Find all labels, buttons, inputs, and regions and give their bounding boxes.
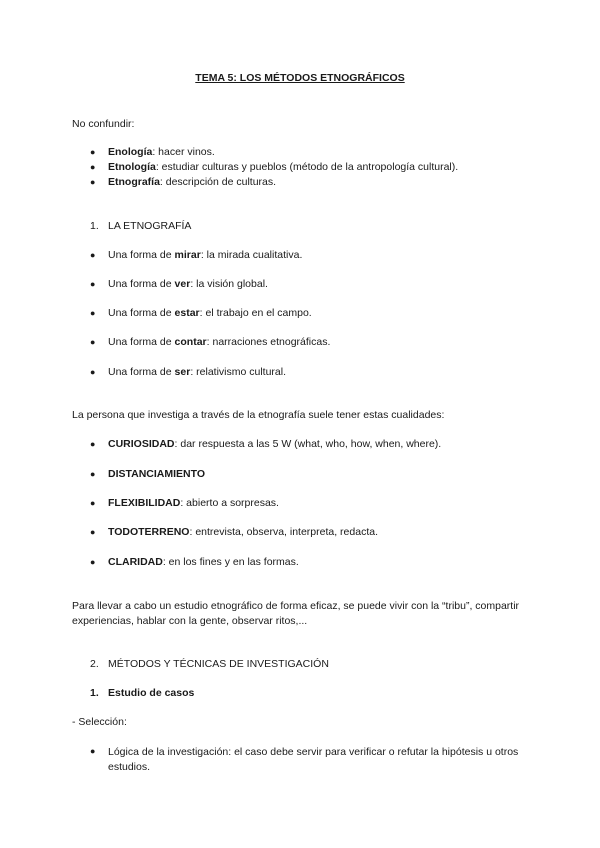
bullet-icon: ●: [90, 177, 96, 187]
bullet-icon: ●: [90, 162, 96, 172]
bullet-icon: ●: [90, 308, 96, 318]
list-item: DISTANCIAMIENTO: [108, 468, 206, 480]
bullet-icon: ●: [90, 367, 96, 377]
cualidades-intro: La persona que investiga a través de la etnografía suele tener estas cualidades:: [72, 409, 445, 421]
list-item: Etnografía: descripción de culturas.: [108, 176, 277, 188]
list-item: Una forma de mirar: la mirada cualitativa.: [108, 249, 303, 261]
bullet-icon: ●: [90, 557, 96, 567]
no-confundir-label: No confundir:: [72, 118, 135, 130]
list-item: Una forma de ser: relativismo cultural.: [108, 366, 287, 378]
bullet-icon: ●: [90, 469, 96, 479]
list-item: Una forma de estar: el trabajo en el campo.: [108, 307, 312, 319]
list-item: Lógica de la investigación: el caso debe servir para verificar o refutar la hipótesis u otros estudios.: [108, 746, 519, 773]
list-item: Una forma de contar: narraciones etnográficas.: [108, 336, 331, 348]
seleccion-label: - Selección:: [72, 716, 127, 728]
list-item: Enología: hacer vinos.: [108, 146, 215, 158]
list-item: Una forma de ver: la visión global.: [108, 278, 268, 290]
bullet-icon: ●: [90, 439, 96, 449]
bullet-icon: ●: [90, 527, 96, 537]
bullet-icon: ●: [90, 337, 96, 347]
list-item: FLEXIBILIDAD: abierto a sorpresas.: [108, 497, 279, 509]
list-item: TODOTERRENO: entrevista, observa, interpreta, redacta.: [108, 526, 378, 538]
bullet-icon: ●: [90, 746, 96, 756]
bullet-icon: ●: [90, 498, 96, 508]
bullet-icon: ●: [90, 250, 96, 260]
tribu-paragraph: Para llevar a cabo un estudio etnográfico de forma eficaz, se puede vivir con la “tribu”, compartir experiencias, hablar con la gente, observar ritos,...: [72, 600, 520, 627]
list-item: CURIOSIDAD: dar respuesta a las 5 W (what, who, how, when, where).: [108, 438, 442, 450]
bullet-icon: ●: [90, 147, 96, 157]
list-item: Etnología: estudiar culturas y pueblos (método de la antropología cultural).: [108, 161, 459, 173]
list-item: CLARIDAD: en los fines y en las formas.: [108, 556, 299, 568]
bullet-icon: ●: [90, 279, 96, 289]
page-title: TEMA 5: LOS MÉTODOS ETNOGRÁFICOS: [195, 72, 405, 84]
